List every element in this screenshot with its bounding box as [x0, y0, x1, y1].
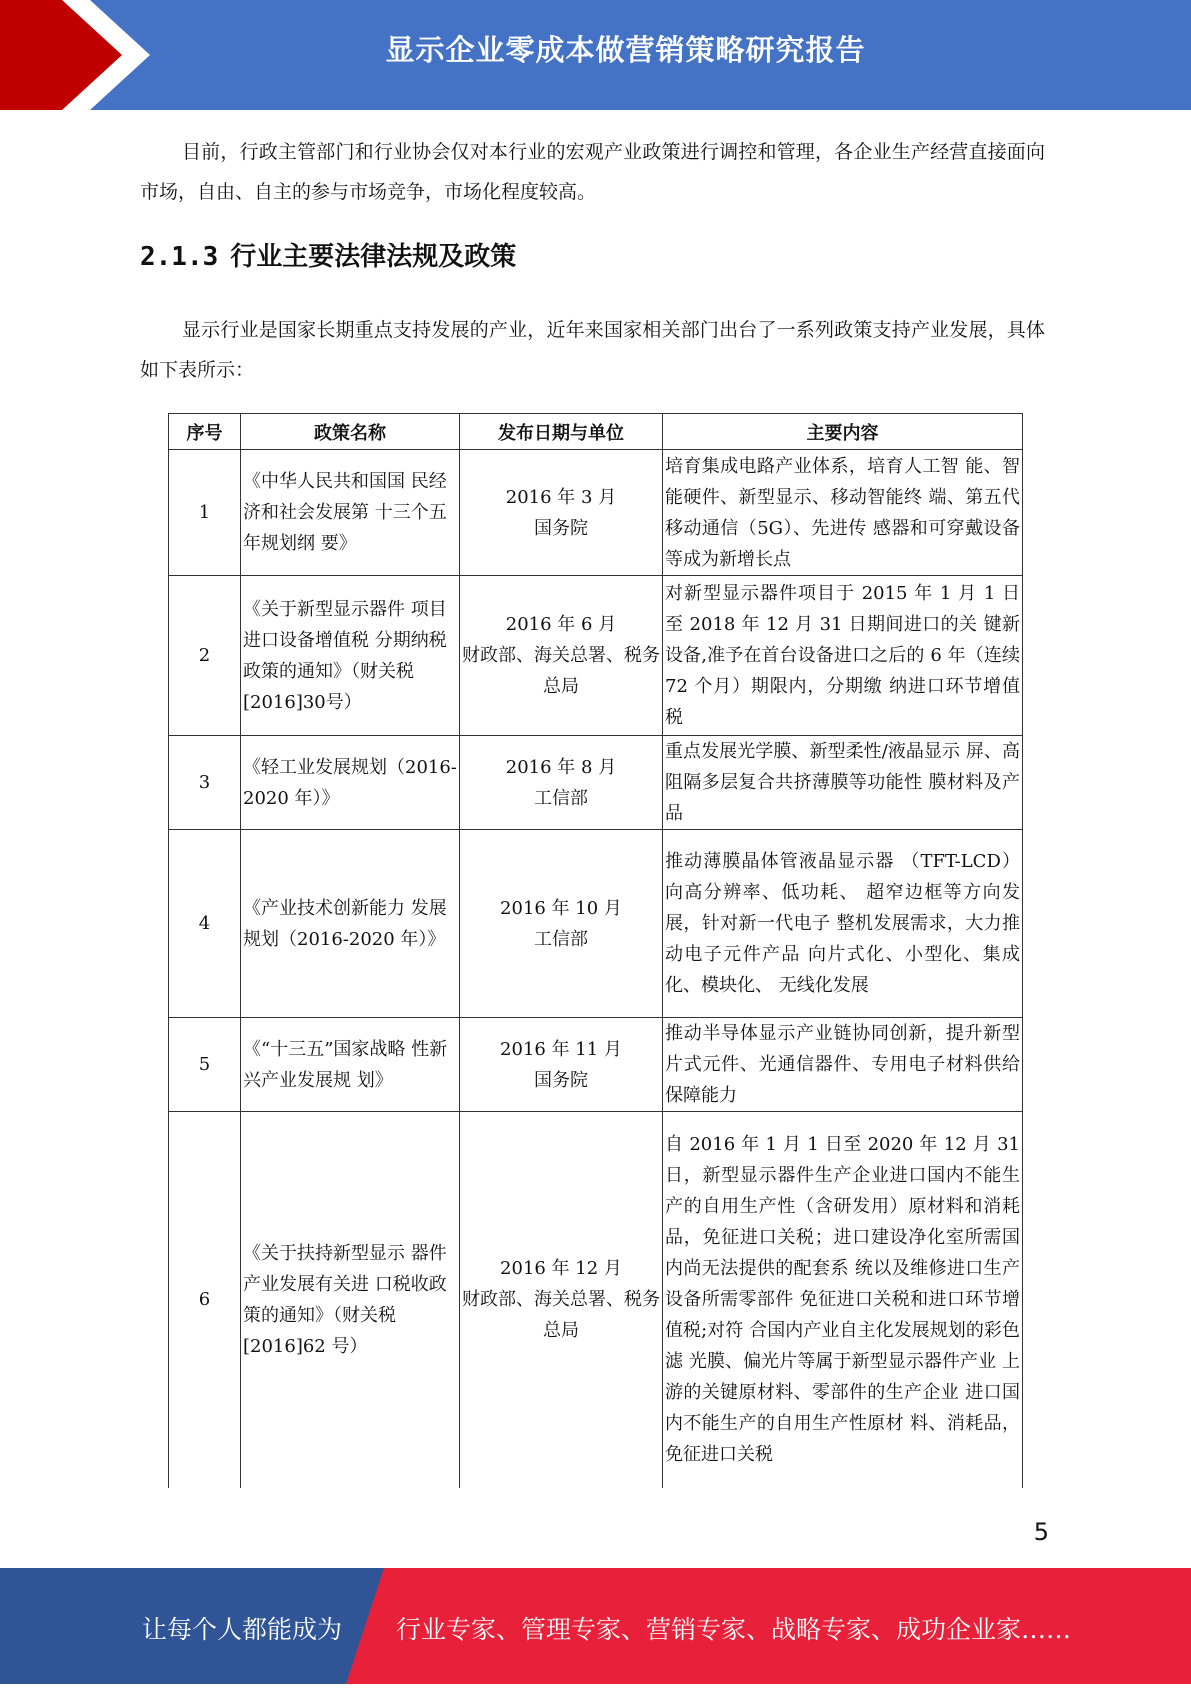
row-content: 自 2016 年 1 月 1 日至 2020 年 12 月 31 日，新型显示器件生产企业进口国内不能生产的自用生产性（含研发用）原材料和消耗品，免征进口关税；进口建设净化室所需国内尚无法提供的配套系 统以及维修进口生产设备所需零部件 免征进口关税和进口环节增值税;对符 合国内产业自主化发展规划的彩色滤 光膜、偏光片等属于新型显示器件产业 上游的关键原材料、零部件的生产企业 进口国内不能生产的自用生产性原材 料、消耗品，免征进口关税 [663, 1112, 1023, 1488]
header-date: 发布日期与单位 [460, 414, 663, 450]
row-unit: 国务院 [534, 1069, 588, 1091]
row-policy-name: 《中华人民共和国国 民经济和社会发展第 十三个五年规划纲 要》 [241, 450, 460, 576]
row-date: 2016 年 3 月 [505, 486, 617, 508]
row-date-unit [460, 736, 663, 830]
table-header-row [169, 414, 1023, 450]
row-content: 对新型显示器件项目于 2015 年 1 月 1 日至 2018 年 12 月 31 日期间进口的关 键新设备,准予在首台设备进口之后的 6 年（连续 72 个月）期限内，分期缴 纳进口环节增值税 [663, 576, 1023, 736]
section-number: 2.1.3 [140, 242, 219, 272]
row-policy-name: 《产业技术创新能力 发展规划（2016-2020 年）》 [241, 830, 460, 1018]
row-seq: 5 [169, 1018, 241, 1112]
section-title: 行业主要法律法规及政策 [230, 242, 517, 272]
row-unit: 工信部 [534, 787, 588, 809]
page-header [0, 0, 1191, 110]
row-seq: 3 [169, 736, 241, 830]
row-seq: 2 [169, 576, 241, 736]
row-seq: 1 [169, 450, 241, 576]
row-date-unit [460, 576, 663, 736]
footer-slogan-right: 行业专家、管理专家、营销专家、战略专家、成功企业家…… [396, 1615, 1072, 1644]
section-heading [140, 236, 516, 273]
header-content: 主要内容 [663, 414, 1023, 450]
report-title: 显示企业零成本做营销策略研究报告 [385, 33, 866, 67]
policy-intro-paragraph: 显示行业是国家长期重点支持发展的产业，近年来国家相关部门出台了一系列政策支持产业发展，具体如下表所示： [140, 319, 1045, 381]
header-name: 政策名称 [241, 414, 460, 450]
row-content: 重点发展光学膜、新型柔性/液晶显示 屏、高阻隔多层复合共挤薄膜等功能性 膜材料及产品 [663, 736, 1023, 830]
table-row [169, 450, 1023, 576]
row-unit: 工信部 [534, 928, 588, 950]
footer-slogan-left: 让每个人都能成为 [142, 1615, 343, 1644]
row-unit: 财政部、海关总署、税务总局 [462, 1289, 660, 1342]
table-row [169, 1018, 1023, 1112]
row-date: 2016 年 11 月 [500, 1038, 622, 1060]
row-content: 推动半导体显示产业链协同创新，提升新型片式元件、光通信器件、专用电子材料供给保障能力 [663, 1018, 1023, 1112]
row-content: 推动薄膜晶体管液晶显示器 （TFT-LCD）向高分辨率、低功耗、 超窄边框等方向发展，针对新一代电子 整机发展需求，大力推动电子元件产品 向片式化、小型化、集成化、模块化、 无线化发展 [663, 830, 1023, 1018]
row-content: 培育集成电路产业体系，培育人工智 能、智能硬件、新型显示、移动智能终 端、第五代移动通信（5G）、先进传 感器和可穿戴设备等成为新增长点 [663, 450, 1023, 576]
table-row [169, 1112, 1023, 1488]
intro-paragraph: 目前，行政主管部门和行业协会仅对本行业的宏观产业政策进行调控和管理，各企业生产经营直接面向市场，自由、自主的参与市场竞争，市场化程度较高。 [140, 141, 1045, 203]
row-date-unit [460, 1112, 663, 1488]
page-footer [0, 1568, 1191, 1684]
row-unit: 国务院 [534, 517, 588, 539]
row-seq: 6 [169, 1112, 241, 1488]
page-number: 5 [1033, 1518, 1049, 1546]
row-date-unit [460, 830, 663, 1018]
row-date: 2016 年 6 月 [505, 614, 617, 635]
row-policy-name: 《“十三五”国家战略 性新兴产业发展规 划》 [241, 1018, 460, 1112]
policy-table [168, 413, 1023, 1488]
row-date-unit [460, 450, 663, 576]
row-date: 2016 年 12 月 [500, 1258, 622, 1280]
row-date-unit [460, 1018, 663, 1112]
row-unit: 财政部、海关总署、税务总局 [462, 645, 660, 697]
row-date: 2016 年 10 月 [500, 897, 622, 919]
table-row [169, 830, 1023, 1018]
row-seq: 4 [169, 830, 241, 1018]
table-row [169, 576, 1023, 736]
row-date: 2016 年 8 月 [505, 756, 617, 778]
header-seq: 序号 [169, 414, 241, 450]
row-policy-name: 《关于新型显示器件 项目进口设备增值税 分期纳税政策的通知》（财关税[2016]30号） [241, 576, 460, 736]
table-row [169, 736, 1023, 830]
row-policy-name: 《关于扶持新型显示 器件产业发展有关进 口税收政策的通知》（财关税[2016]62 号） [241, 1112, 460, 1488]
row-policy-name: 《轻工业发展规划（2016-2020 年）》 [241, 736, 460, 830]
